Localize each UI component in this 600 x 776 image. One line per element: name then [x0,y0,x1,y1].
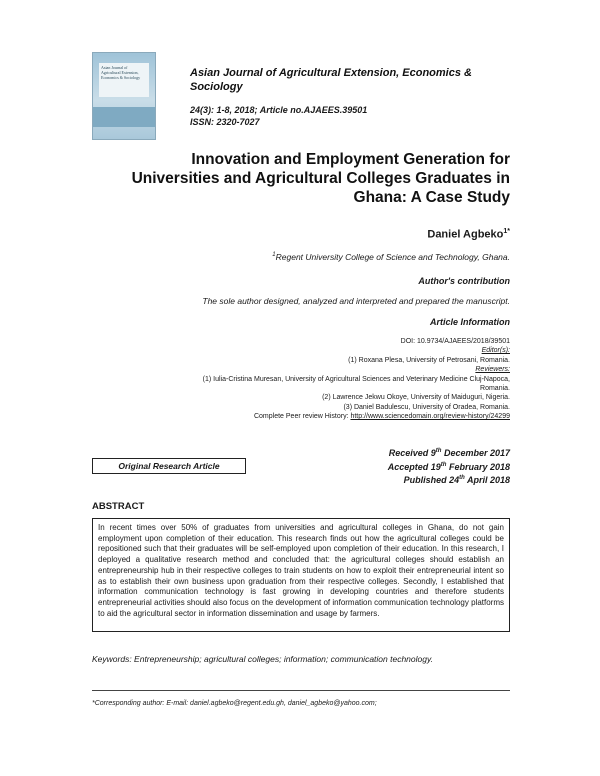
journal-cover-thumbnail [92,52,156,140]
reviewer-3: (3) Daniel Badulescu, University of Oradea, Romania. [343,403,510,411]
author-mark: 1* [503,228,510,235]
editor-label: Editor(s): [481,347,510,355]
review-history [90,412,510,421]
author-line [427,228,510,241]
journal-cover-band [93,107,155,127]
journal-citation: 24(3): 1-8, 2018; Article no.AJAEES.39501 [190,105,368,115]
article-info-heading: Article Information [429,317,510,327]
received-date: Received 9th December 2017 [388,448,510,458]
review-history-link[interactable]: http://www.sciencedomain.org/review-history/24299 [350,413,510,421]
article-type-badge: Original Research Article [92,458,246,474]
affiliation-text: Regent University College of Science and Technology, Ghana. [275,252,510,262]
reviewer-2: (2) Lawrence Jekwu Okoye, University of Maiduguri, Nigeria. [322,394,510,402]
affiliation-mark: 1 [272,252,276,259]
journal-citation-block [190,104,367,128]
reviewer-1-country: Romania. [480,385,510,393]
contribution-heading: Author's contribution [418,276,510,286]
publication-dates [388,446,510,487]
author-name: Daniel Agbeko [427,228,504,241]
abstract-heading: ABSTRACT [92,501,145,512]
accepted-date: Accepted 19th February 2018 [387,461,510,472]
journal-cover-title: Asian Journal of Agricultural Extension, Economics & Sociology [99,63,149,97]
keywords: Keywords: Entrepreneurship; agricultural colleges; information; communication technology. [92,654,433,664]
reviewers-label: Reviewers: [475,366,510,374]
paper-title: Innovation and Employment Generation for Universities and Agricultural Colleges Graduates in Ghana: A Case Study [131,151,510,206]
review-history-label: Complete Peer review History: [253,413,349,421]
journal-issn: ISSN: 2320-7027 [190,117,260,127]
reviewer-1: (1) Iulia-Cristina Muresan, University of Agricultural Sciences and Veterinary Medicine Cluj-Napoca, [202,375,510,383]
abstract-text: In recent times over 50% of graduates from universities and agricultural colleges in Ghana, do not gain employment upon completion of their education. This research finds out how the agricultural colleges could be repositioned such that their graduates will be self-employed upon completion of their education. In this research, I deployed a qualitative research method and concluded that: the agricultural colleges should establish an entrepreneurship hub in their respective colleges to train students on how to exploit their entrepreneurial intent so as to establish their own business upon graduation from their respective colleges. Secondly, I established that information communication technology is fast growing in developing countries and therefore students entrepreneurial activities should also focus on the development of information communication technology platforms to aid the agricultural sector in information dissemination and usage by farmers. [92,518,510,632]
doi: DOI: 10.9734/AJAEES/2018/39501 [400,338,510,345]
journal-name: Asian Journal of Agricultural Extension, Economics & Sociology [190,67,472,93]
editor: (1) Roxana Plesa, University of Petrosani, Romania. [348,356,510,364]
corresponding-author: *Corresponding author: E-mail: daniel.agbeko@regent.edu.gh, daniel_agbeko@yahoo.com; [92,700,377,707]
article-info-block [90,337,510,422]
contribution-text: The sole author designed, analyzed and interpreted and prepared the manuscript. [202,296,510,306]
published-date: Published 24th April 2018 [403,475,510,485]
footnote-divider [92,690,510,691]
affiliation [272,252,510,262]
